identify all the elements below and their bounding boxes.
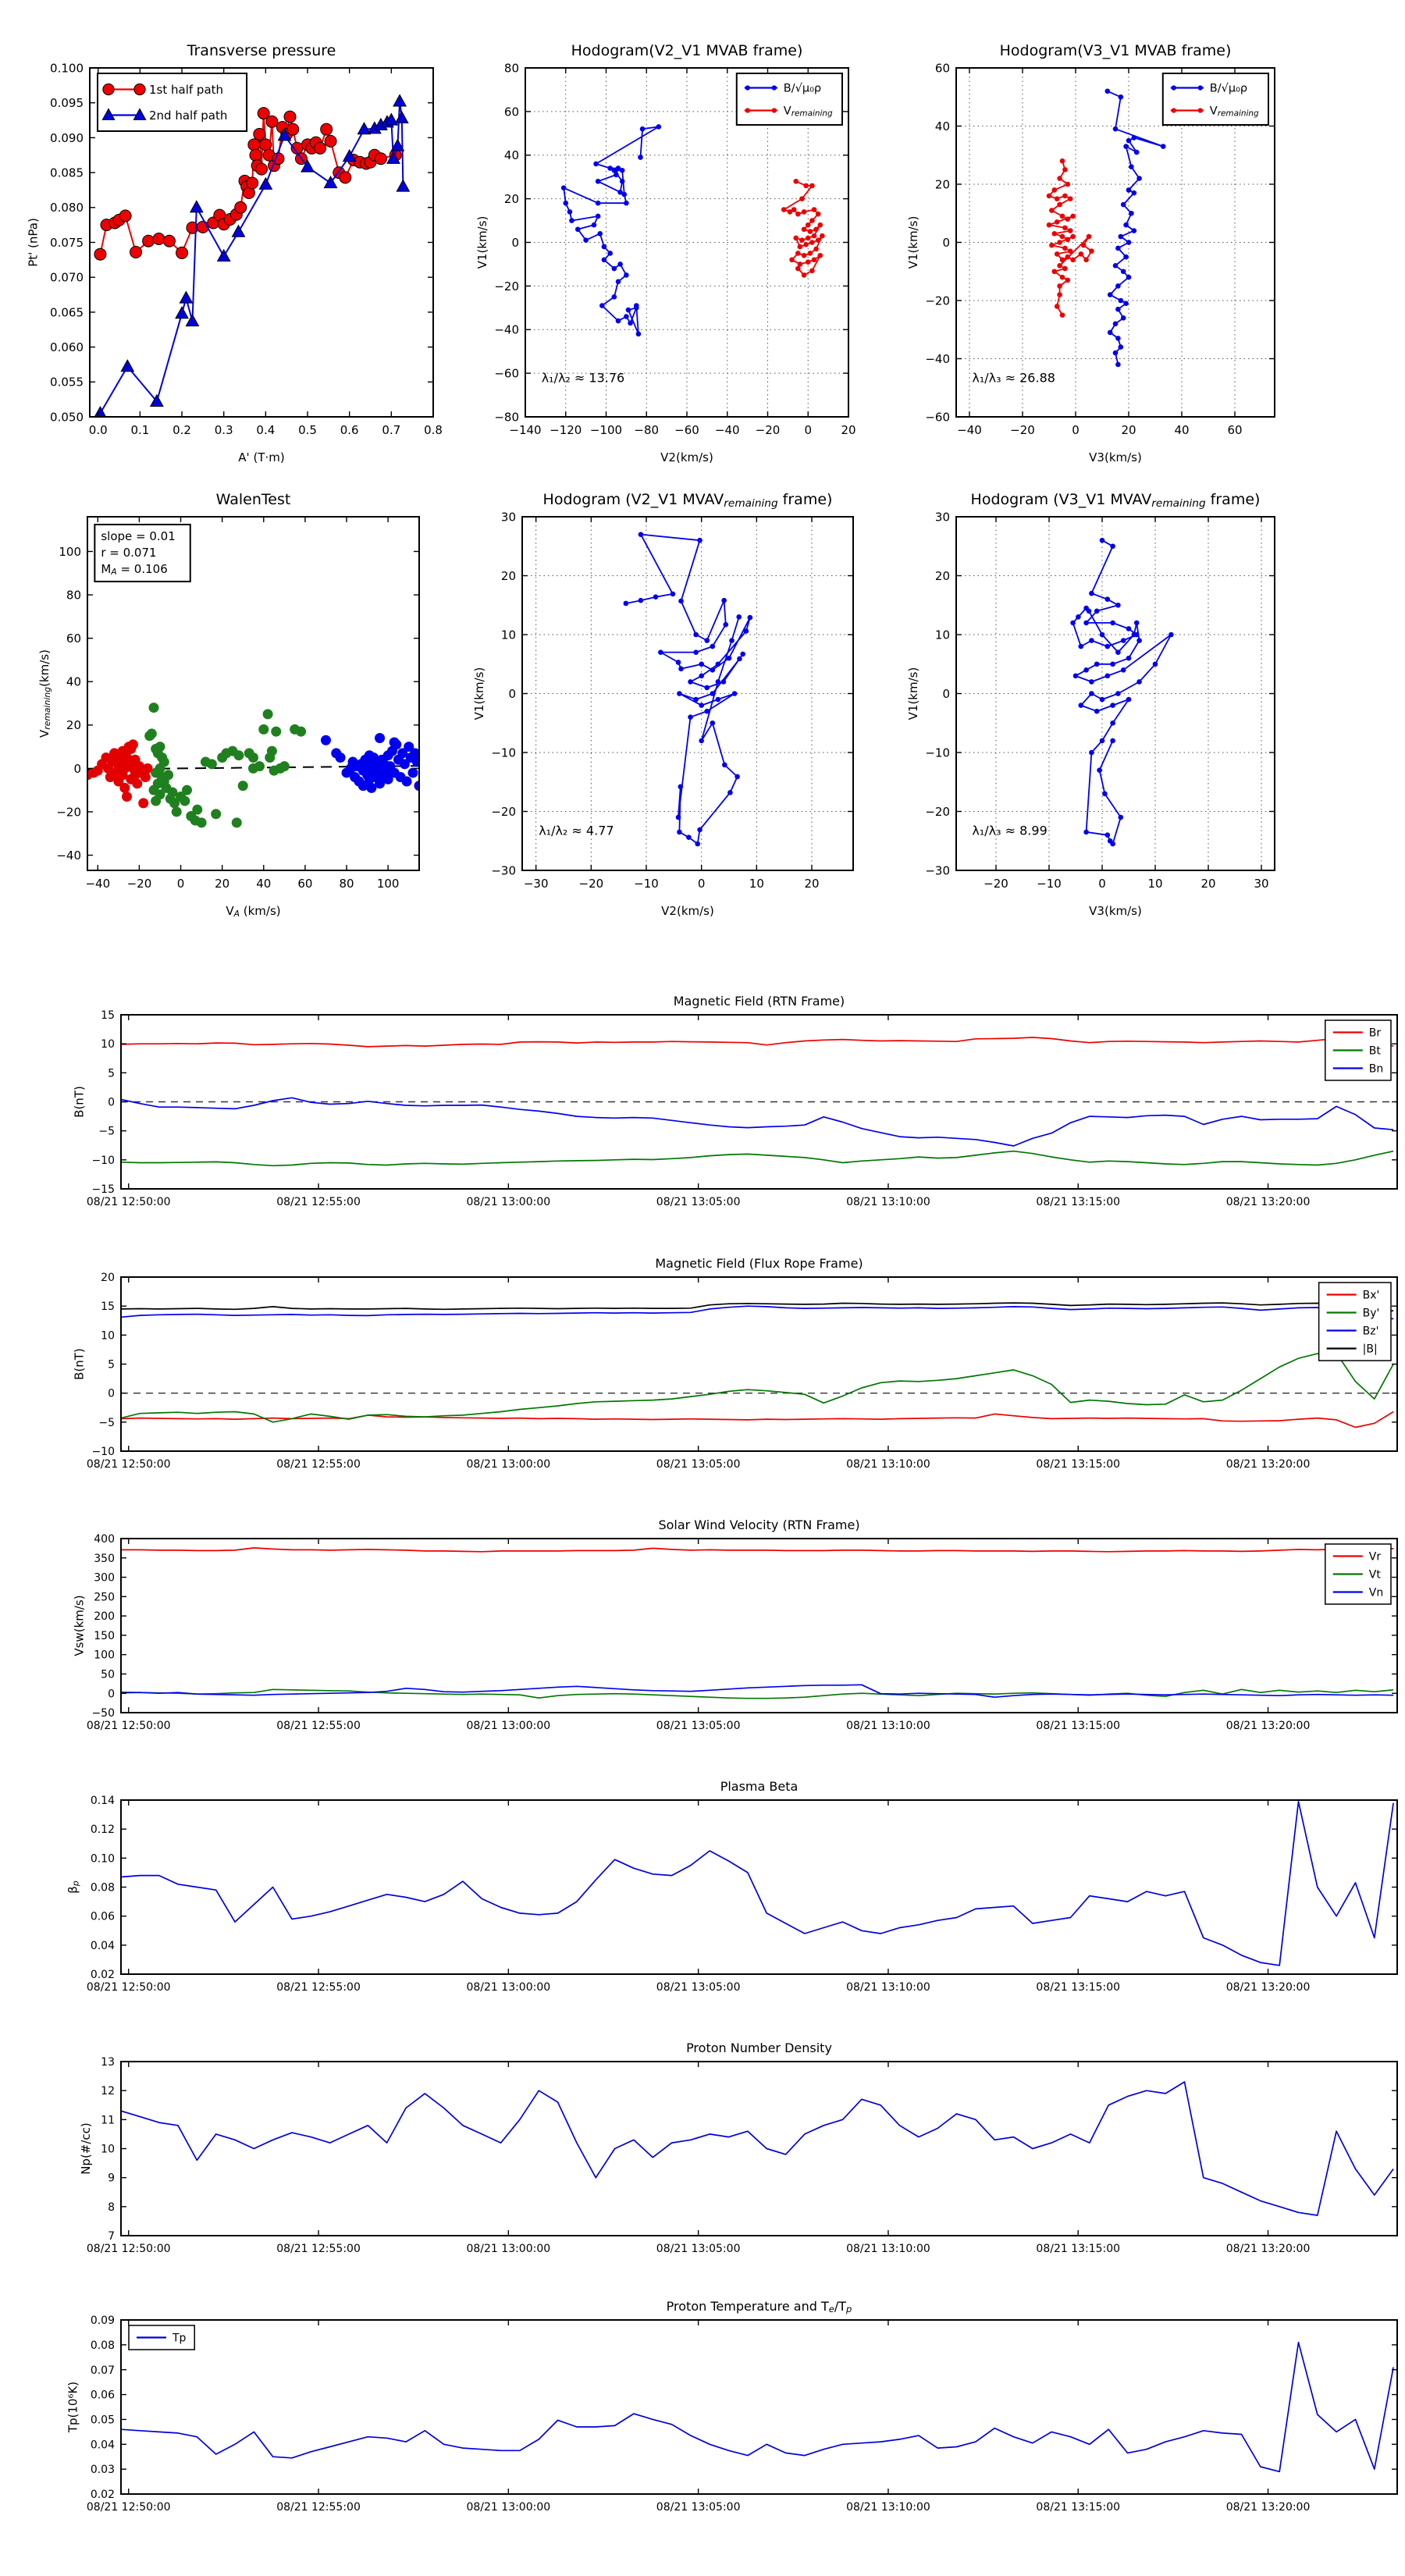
vsw-rtn-ytick: 250 [94, 1591, 115, 1604]
proton-temperature-legend-label: Tp [173, 2332, 187, 2345]
transverse-pressure-ytick: 0.055 [50, 375, 84, 390]
transverse-pressure-ytick: 0.080 [50, 201, 84, 215]
proton-temperature-xtick: 08/21 13:10:00 [846, 2501, 930, 2514]
plasma-beta-ytick: 0.04 [90, 1939, 115, 1952]
mag-rtn-ytick: 5 [108, 1067, 115, 1080]
transverse-pressure-xtick: 0.1 [130, 423, 150, 437]
proton-temperature-xtick: 08/21 13:20:00 [1225, 2501, 1311, 2514]
vsw-rtn-xtick: 08/21 12:50:00 [86, 1720, 171, 1732]
mag-fluxrope-xtick: 08/21 13:20:00 [1225, 1458, 1311, 1471]
mag-fluxrope-legend-label: By' [1362, 1307, 1380, 1320]
hodogram-v3v1-mvab-legend-label: B/√μ₀ρ [1209, 82, 1248, 95]
hodogram-v2v1-mvav-xlabel: V2(km/s) [661, 904, 714, 918]
mag-fluxrope-series [121, 1303, 1393, 1427]
hodogram-v2v1-mvab-ytick: −60 [494, 366, 519, 381]
walen-test-ytick: 60 [66, 632, 81, 646]
mag-rtn-ytick: −10 [91, 1154, 115, 1167]
proton-temperature-title: Proton Temperature and Te/Tp [666, 2299, 852, 2315]
mag-rtn-ytick: −5 [98, 1125, 115, 1138]
hodogram-v3v1-mvav-ytick: 30 [934, 510, 950, 525]
hodogram-v2v1-mvab-title: Hodogram(V2_V1 MVAB frame) [571, 42, 803, 59]
proton-density-ytick: 7 [108, 2230, 115, 2243]
proton-temperature-ytick: 0.02 [90, 2489, 115, 2502]
mag-fluxrope-xtick: 08/21 13:05:00 [656, 1458, 741, 1471]
mag-rtn-ytick: −15 [91, 1183, 115, 1197]
hodogram-v3v1-mvab-legend [1163, 73, 1268, 125]
vsw-rtn-ylabel: Vsw(km/s) [72, 1595, 87, 1656]
transverse-pressure-xtick: 0.0 [88, 423, 108, 437]
proton-density-xtick: 08/21 12:50:00 [86, 2243, 171, 2255]
chart-proton-density [79, 2041, 1397, 2255]
hodogram-v3v1-mvab-xlabel: V3(km/s) [1089, 450, 1142, 464]
walen-test-xtick: 0 [176, 877, 185, 891]
mag-fluxrope-xtick: 08/21 12:55:00 [276, 1458, 361, 1471]
hodogram-v3v1-mvav-ytick: 10 [934, 628, 950, 642]
hodogram-v3v1-mvav-ytick: 20 [934, 568, 950, 583]
hodogram-v3v1-mvab-ytick: 40 [934, 119, 950, 133]
hodogram-v3v1-mvav-ytick: −20 [925, 804, 950, 819]
hodogram-v3v1-mvab-title: Hodogram(V3_V1 MVAB frame) [999, 42, 1232, 59]
mag-rtn-xtick: 08/21 13:15:00 [1036, 1196, 1121, 1208]
vsw-rtn-series [121, 1548, 1393, 1699]
plasma-beta-ytick: 0.12 [90, 1823, 115, 1837]
hodogram-v2v1-mvav-xtick: 0 [697, 877, 706, 891]
mag-rtn-ylabel: B(nT) [72, 1086, 87, 1118]
hodogram-v3v1-mvav-ytick: −30 [925, 863, 950, 878]
mag-fluxrope-ylabel: B(nT) [72, 1348, 87, 1380]
hodogram-v2v1-mvab-ytick: −20 [494, 279, 519, 294]
hodogram-v3v1-mvav-xtick: 20 [1200, 877, 1216, 891]
hodogram-v3v1-mvab-xtick: 0 [1072, 423, 1080, 437]
proton-density-ylabel: Np(#/cc) [78, 2122, 93, 2175]
walen-test-ylabel: Vremaining(km/s) [37, 649, 53, 738]
walen-test-xtick: −20 [126, 877, 152, 891]
hodogram-v3v1-mvab-xtick: 60 [1227, 423, 1243, 437]
hodogram-v2v1-mvav-ytick: 30 [500, 510, 516, 525]
mag-fluxrope-xtick: 08/21 13:15:00 [1036, 1458, 1121, 1471]
transverse-pressure-series [94, 94, 409, 418]
proton-density-series [121, 2082, 1393, 2215]
mag-rtn-ytick: 15 [101, 1009, 115, 1023]
plasma-beta-ytick: 0.14 [90, 1795, 115, 1808]
plasma-beta-xtick: 08/21 13:10:00 [846, 1981, 930, 1994]
plasma-beta-xtick: 08/21 13:05:00 [656, 1981, 741, 1994]
hodogram-v3v1-mvab-ytick: −60 [925, 410, 950, 425]
proton-temperature-xtick: 08/21 13:00:00 [466, 2501, 551, 2514]
walen-test-series [83, 703, 425, 827]
plasma-beta-ytick: 0.08 [90, 1881, 115, 1895]
transverse-pressure-ytick: 0.090 [50, 130, 84, 145]
hodogram-v3v1-mvab-ytick: −40 [925, 351, 950, 366]
transverse-pressure-legend-label: 2nd half path [149, 108, 228, 123]
transverse-pressure-ytick: 0.060 [50, 340, 84, 354]
transverse-pressure-xlabel: A' (T·m) [238, 450, 285, 464]
hodogram-v2v1-mvab-ytick: 0 [511, 235, 519, 250]
transverse-pressure-ytick: 0.100 [50, 61, 84, 76]
vsw-rtn-ytick: 300 [94, 1571, 115, 1585]
hodogram-v3v1-mvav-xtick: −10 [1037, 877, 1062, 891]
hodogram-v3v1-mvav-annotation: λ₁/λ₃ ≈ 8.99 [972, 823, 1048, 838]
hodogram-v2v1-mvab-ytick: 60 [503, 105, 519, 119]
mag-rtn-xtick: 08/21 12:50:00 [86, 1196, 171, 1208]
proton-temperature-ylabel: Tp(10⁶K) [66, 2381, 80, 2433]
hodogram-v2v1-mvab-ytick: −40 [494, 322, 519, 337]
vsw-rtn-xtick: 08/21 13:05:00 [656, 1720, 741, 1732]
chart-mag-rtn [73, 994, 1397, 1208]
hodogram-v2v1-mvab-ylabel: V1(km/s) [475, 215, 489, 269]
transverse-pressure-xtick: 0.3 [214, 423, 233, 437]
proton-temperature-ytick: 0.04 [90, 2439, 115, 2452]
hodogram-v3v1-mvav-ytick: −10 [925, 745, 950, 760]
hodogram-v2v1-mvav-xtick: −10 [634, 877, 659, 891]
plasma-beta-series [121, 1802, 1393, 1966]
vsw-rtn-ytick: 150 [94, 1629, 115, 1642]
chart-walen-test [37, 491, 425, 919]
plasma-beta-xtick: 08/21 12:50:00 [86, 1981, 171, 1994]
hodogram-v3v1-mvab-xtick: 40 [1174, 423, 1190, 437]
hodogram-v3v1-mvab-ytick: −20 [925, 294, 950, 308]
vsw-rtn-xtick: 08/21 13:00:00 [466, 1720, 551, 1732]
hodogram-v2v1-mvab-legend-label: Vremaining [783, 105, 833, 119]
vsw-rtn-ytick: 200 [94, 1610, 115, 1624]
hodogram-v2v1-mvab-xtick: −80 [634, 423, 660, 437]
hodogram-v3v1-mvab-ytick: 0 [942, 235, 950, 250]
proton-temperature-ytick: 0.05 [90, 2414, 115, 2427]
hodogram-v3v1-mvav-title: Hodogram (V3_V1 MVAVremaining frame) [970, 491, 1261, 510]
hodogram-v2v1-mvav-ytick: 0 [508, 686, 516, 701]
mag-rtn-xtick: 08/21 13:05:00 [656, 1196, 741, 1208]
transverse-pressure-ytick: 0.065 [50, 305, 84, 320]
walen-test-stat-line: r = 0.071 [101, 545, 157, 560]
hodogram-v3v1-mvav-xtick: −20 [984, 877, 1008, 891]
hodogram-v2v1-mvab-xtick: −40 [714, 423, 740, 437]
hodogram-v2v1-mvab-ytick: 80 [503, 61, 519, 76]
hodogram-v3v1-mvav-xlabel: V3(km/s) [1089, 904, 1142, 918]
mag-fluxrope-xtick: 08/21 13:10:00 [846, 1458, 930, 1471]
chart-hodogram-v3v1-mvav [906, 491, 1275, 918]
transverse-pressure-xtick: 0.8 [424, 423, 443, 437]
hodogram-v3v1-mvav-xtick: 10 [1147, 877, 1163, 891]
hodogram-v2v1-mvab-xtick: −100 [589, 423, 623, 437]
mag-fluxrope-legend-label: Bz' [1362, 1325, 1379, 1338]
hodogram-v2v1-mvab-xtick: −20 [755, 423, 781, 437]
chart-proton-temperature [66, 2299, 1397, 2514]
proton-density-ytick: 10 [101, 2143, 115, 2156]
proton-density-xtick: 08/21 13:15:00 [1036, 2243, 1121, 2255]
walen-test-title: WalenTest [215, 491, 291, 508]
hodogram-v2v1-mvav-ytick: −10 [491, 745, 516, 760]
vsw-rtn-xtick: 08/21 13:10:00 [846, 1720, 930, 1732]
transverse-pressure-xtick: 0.6 [340, 423, 359, 437]
hodogram-v2v1-mvab-ytick: 20 [503, 192, 519, 207]
transverse-pressure-legend-label: 1st half path [149, 82, 224, 97]
transverse-pressure-ytick: 0.075 [50, 235, 84, 250]
proton-density-ytick: 11 [101, 2114, 115, 2127]
vsw-rtn-ytick: −50 [91, 1707, 115, 1720]
plasma-beta-xtick: 08/21 13:15:00 [1036, 1981, 1121, 1994]
hodogram-v2v1-mvav-xtick: −20 [578, 877, 604, 891]
proton-temperature-legend [129, 2325, 194, 2350]
transverse-pressure-ytick: 0.085 [50, 165, 84, 180]
walen-test-xtick: 60 [297, 877, 313, 891]
vsw-rtn-legend-label: Vr [1368, 1550, 1382, 1564]
proton-density-xtick: 08/21 12:55:00 [276, 2243, 361, 2255]
mag-rtn-xtick: 08/21 13:10:00 [846, 1196, 930, 1208]
transverse-pressure-ylabel: Pt' (nPa) [26, 218, 41, 267]
proton-density-ytick: 9 [108, 2172, 115, 2185]
hodogram-v2v1-mvav-series [624, 532, 753, 846]
hodogram-v2v1-mvav-xtick: 20 [804, 877, 820, 891]
hodogram-v3v1-mvab-ytick: 20 [934, 177, 950, 192]
proton-temperature-ytick: 0.09 [90, 2314, 115, 2328]
hodogram-v3v1-mvab-xtick: −20 [1010, 423, 1035, 437]
hodogram-v3v1-mvav-xtick: 0 [1098, 877, 1106, 891]
proton-density-ytick: 12 [101, 2085, 115, 2098]
vsw-rtn-legend-label: Vt [1368, 1568, 1381, 1582]
walen-test-ytick: 40 [66, 674, 81, 689]
vsw-rtn-legend [1325, 1544, 1391, 1604]
proton-density-xtick: 08/21 13:20:00 [1225, 2243, 1311, 2255]
hodogram-v2v1-mvab-ytick: 40 [503, 148, 519, 163]
mag-fluxrope-xtick: 08/21 13:00:00 [466, 1458, 551, 1471]
transverse-pressure-legend [98, 73, 247, 131]
hodogram-v3v1-mvav-xtick: 30 [1254, 877, 1269, 891]
hodogram-v2v1-mvab-annotation: λ₁/λ₂ ≈ 13.76 [541, 370, 625, 386]
mag-rtn-ytick: 10 [101, 1038, 115, 1051]
mag-fluxrope-xtick: 08/21 12:50:00 [86, 1458, 171, 1471]
walen-test-stats-box [94, 525, 190, 582]
vsw-rtn-legend-label: Vn [1368, 1586, 1384, 1599]
hodogram-v2v1-mvav-ylabel: V1(km/s) [471, 667, 486, 720]
mag-fluxrope-title: Magnetic Field (Flux Rope Frame) [655, 1256, 863, 1271]
proton-temperature-ytick: 0.07 [90, 2364, 115, 2377]
walen-test-ytick: −20 [56, 805, 81, 820]
mag-rtn-xtick: 08/21 12:55:00 [276, 1196, 361, 1208]
plasma-beta-ytick: 0.10 [90, 1852, 115, 1866]
mag-rtn-legend [1325, 1020, 1391, 1080]
vsw-rtn-xtick: 08/21 13:15:00 [1036, 1720, 1121, 1732]
hodogram-v2v1-mvab-legend-label: B/√μ₀ρ [783, 82, 822, 95]
plasma-beta-ylabel: βp [66, 1880, 81, 1894]
mag-fluxrope-ytick: 0 [108, 1387, 115, 1400]
proton-temperature-ytick: 0.03 [90, 2464, 115, 2477]
mag-fluxrope-legend-label: Bx' [1362, 1289, 1380, 1302]
hodogram-v3v1-mvav-series [1070, 538, 1173, 846]
chart-plasma-beta [66, 1779, 1397, 1994]
vsw-rtn-ytick: 0 [108, 1688, 115, 1701]
plasma-beta-title: Plasma Beta [720, 1779, 799, 1794]
transverse-pressure-xtick: 0.4 [256, 423, 276, 437]
mag-fluxrope-ytick: 10 [101, 1329, 115, 1343]
chart-hodogram-v2v1-mvab [475, 42, 856, 464]
hodogram-v2v1-mvav-xtick: −30 [523, 877, 549, 891]
proton-temperature-xtick: 08/21 12:55:00 [276, 2501, 361, 2514]
proton-density-xtick: 08/21 13:05:00 [656, 2243, 741, 2255]
walen-test-ytick: 0 [73, 761, 81, 776]
hodogram-v3v1-mvab-ylabel: V1(km/s) [905, 215, 920, 269]
plasma-beta-ytick: 0.02 [90, 1969, 115, 1982]
proton-density-ytick: 13 [101, 2056, 115, 2069]
vsw-rtn-title: Solar Wind Velocity (RTN Frame) [658, 1517, 860, 1532]
mag-fluxrope-ytick: 20 [101, 1272, 115, 1285]
mag-rtn-legend-label: Br [1368, 1026, 1382, 1040]
hodogram-v3v1-mvab-annotation: λ₁/λ₃ ≈ 26.88 [972, 370, 1055, 386]
hodogram-v2v1-mvab-xtick: −120 [550, 423, 582, 437]
proton-density-xtick: 08/21 13:10:00 [846, 2243, 930, 2255]
proton-temperature-xtick: 08/21 12:50:00 [86, 2501, 171, 2514]
hodogram-v3v1-mvab-legend-label: Vremaining [1209, 105, 1259, 119]
vsw-rtn-ytick: 50 [101, 1668, 115, 1681]
hodogram-v2v1-mvab-xtick: 0 [804, 423, 813, 437]
vsw-rtn-xtick: 08/21 13:20:00 [1225, 1720, 1311, 1732]
chart-hodogram-v2v1-mvav [472, 491, 853, 918]
plasma-beta-xtick: 08/21 13:00:00 [466, 1981, 551, 1994]
hodogram-v2v1-mvab-xtick: −140 [509, 423, 542, 437]
hodogram-v2v1-mvav-ytick: −30 [491, 863, 516, 878]
hodogram-v2v1-mvav-ytick: 10 [500, 628, 516, 642]
hodogram-v2v1-mvav-xtick: 10 [749, 877, 764, 891]
walen-test-ytick: 80 [66, 588, 81, 603]
mag-fluxrope-ytick: −10 [91, 1446, 115, 1459]
proton-density-ytick: 8 [108, 2201, 115, 2214]
walen-test-stat-line: slope = 0.01 [101, 528, 176, 543]
mag-rtn-xtick: 08/21 13:20:00 [1225, 1196, 1311, 1208]
hodogram-v3v1-mvab-xtick: 20 [1121, 423, 1136, 437]
chart-vsw-rtn [73, 1517, 1397, 1732]
mag-fluxrope-legend [1319, 1283, 1391, 1361]
transverse-pressure-ytick: 0.070 [50, 270, 84, 285]
hodogram-v2v1-mvab-xlabel: V2(km/s) [660, 450, 713, 464]
transverse-pressure-title: Transverse pressure [187, 42, 336, 59]
mag-rtn-xtick: 08/21 13:00:00 [466, 1196, 551, 1208]
transverse-pressure-ytick: 0.095 [50, 96, 84, 111]
hodogram-v2v1-mvav-title: Hodogram (V2_V1 MVAVremaining frame) [542, 491, 833, 510]
transverse-pressure-ytick: 0.050 [50, 410, 84, 425]
mag-rtn-title: Magnetic Field (RTN Frame) [673, 994, 845, 1009]
hodogram-v2v1-mvav-ytick: 20 [500, 568, 516, 583]
transverse-pressure-xtick: 0.7 [382, 423, 401, 437]
walen-test-xtick: 40 [256, 877, 272, 891]
mag-fluxrope-ytick: 5 [108, 1358, 115, 1372]
vsw-rtn-ytick: 400 [94, 1533, 115, 1546]
hodogram-v2v1-mvab-ytick: −80 [494, 410, 519, 425]
walen-test-xtick: 100 [376, 877, 400, 891]
walen-test-xtick: −40 [85, 877, 111, 891]
chart-transverse-pressure [27, 42, 443, 464]
chart-mag-fluxrope [73, 1256, 1397, 1471]
walen-test-xtick: 20 [215, 877, 230, 891]
hodogram-v2v1-mvab-xtick: 20 [841, 423, 856, 437]
vsw-rtn-ytick: 350 [94, 1552, 115, 1565]
mag-rtn-legend-label: Bn [1368, 1062, 1384, 1076]
mag-rtn-ytick: 0 [108, 1096, 115, 1109]
proton-temperature-ytick: 0.06 [90, 2389, 115, 2402]
hodogram-v3v1-mvav-ylabel: V1(km/s) [905, 667, 920, 720]
hodogram-v2v1-mvab-xtick: −60 [674, 423, 699, 437]
mag-rtn-legend-label: Bt [1368, 1044, 1381, 1058]
hodogram-v2v1-mvab-legend [737, 73, 842, 125]
plasma-beta-xtick: 08/21 12:55:00 [276, 1981, 361, 1994]
mag-fluxrope-ytick: −5 [98, 1416, 115, 1429]
walen-test-xlabel: VA (km/s) [226, 904, 281, 920]
proton-temperature-xtick: 08/21 13:05:00 [656, 2501, 741, 2514]
proton-temperature-ytick: 0.08 [90, 2339, 115, 2352]
mag-fluxrope-legend-label: |B| [1362, 1343, 1378, 1356]
chart-hodogram-v3v1-mvab [906, 42, 1275, 464]
hodogram-v3v1-mvab-series [1047, 89, 1166, 368]
hodogram-v2v1-mvab-series [561, 124, 825, 336]
plasma-beta-xtick: 08/21 13:20:00 [1225, 1981, 1311, 1994]
transverse-pressure-xtick: 0.2 [173, 423, 191, 437]
transverse-pressure-xtick: 0.5 [298, 423, 317, 437]
hodogram-v3v1-mvab-ytick: 60 [934, 61, 950, 76]
proton-density-title: Proton Number Density [686, 2041, 832, 2055]
mag-fluxrope-ytick: 15 [101, 1300, 115, 1314]
hodogram-v2v1-mvav-ytick: −20 [491, 804, 516, 819]
plasma-beta-ytick: 0.06 [90, 1910, 115, 1923]
proton-temperature-xtick: 08/21 13:15:00 [1036, 2501, 1121, 2514]
walen-test-xtick: 80 [339, 877, 354, 891]
hodogram-v2v1-mvav-annotation: λ₁/λ₂ ≈ 4.77 [539, 823, 614, 838]
vsw-rtn-xtick: 08/21 12:55:00 [276, 1720, 361, 1732]
proton-temperature-series [121, 2343, 1393, 2472]
proton-density-xtick: 08/21 13:00:00 [466, 2243, 551, 2255]
vsw-rtn-ytick: 100 [94, 1649, 115, 1662]
hodogram-v3v1-mvav-ytick: 0 [942, 686, 950, 701]
walen-test-stat-line: MA = 0.106 [101, 561, 168, 578]
walen-test-ytick: 100 [59, 544, 81, 559]
walen-test-ytick: −40 [56, 848, 81, 863]
hodogram-v3v1-mvab-xtick: −40 [957, 423, 982, 437]
walen-test-ytick: 20 [66, 718, 81, 733]
